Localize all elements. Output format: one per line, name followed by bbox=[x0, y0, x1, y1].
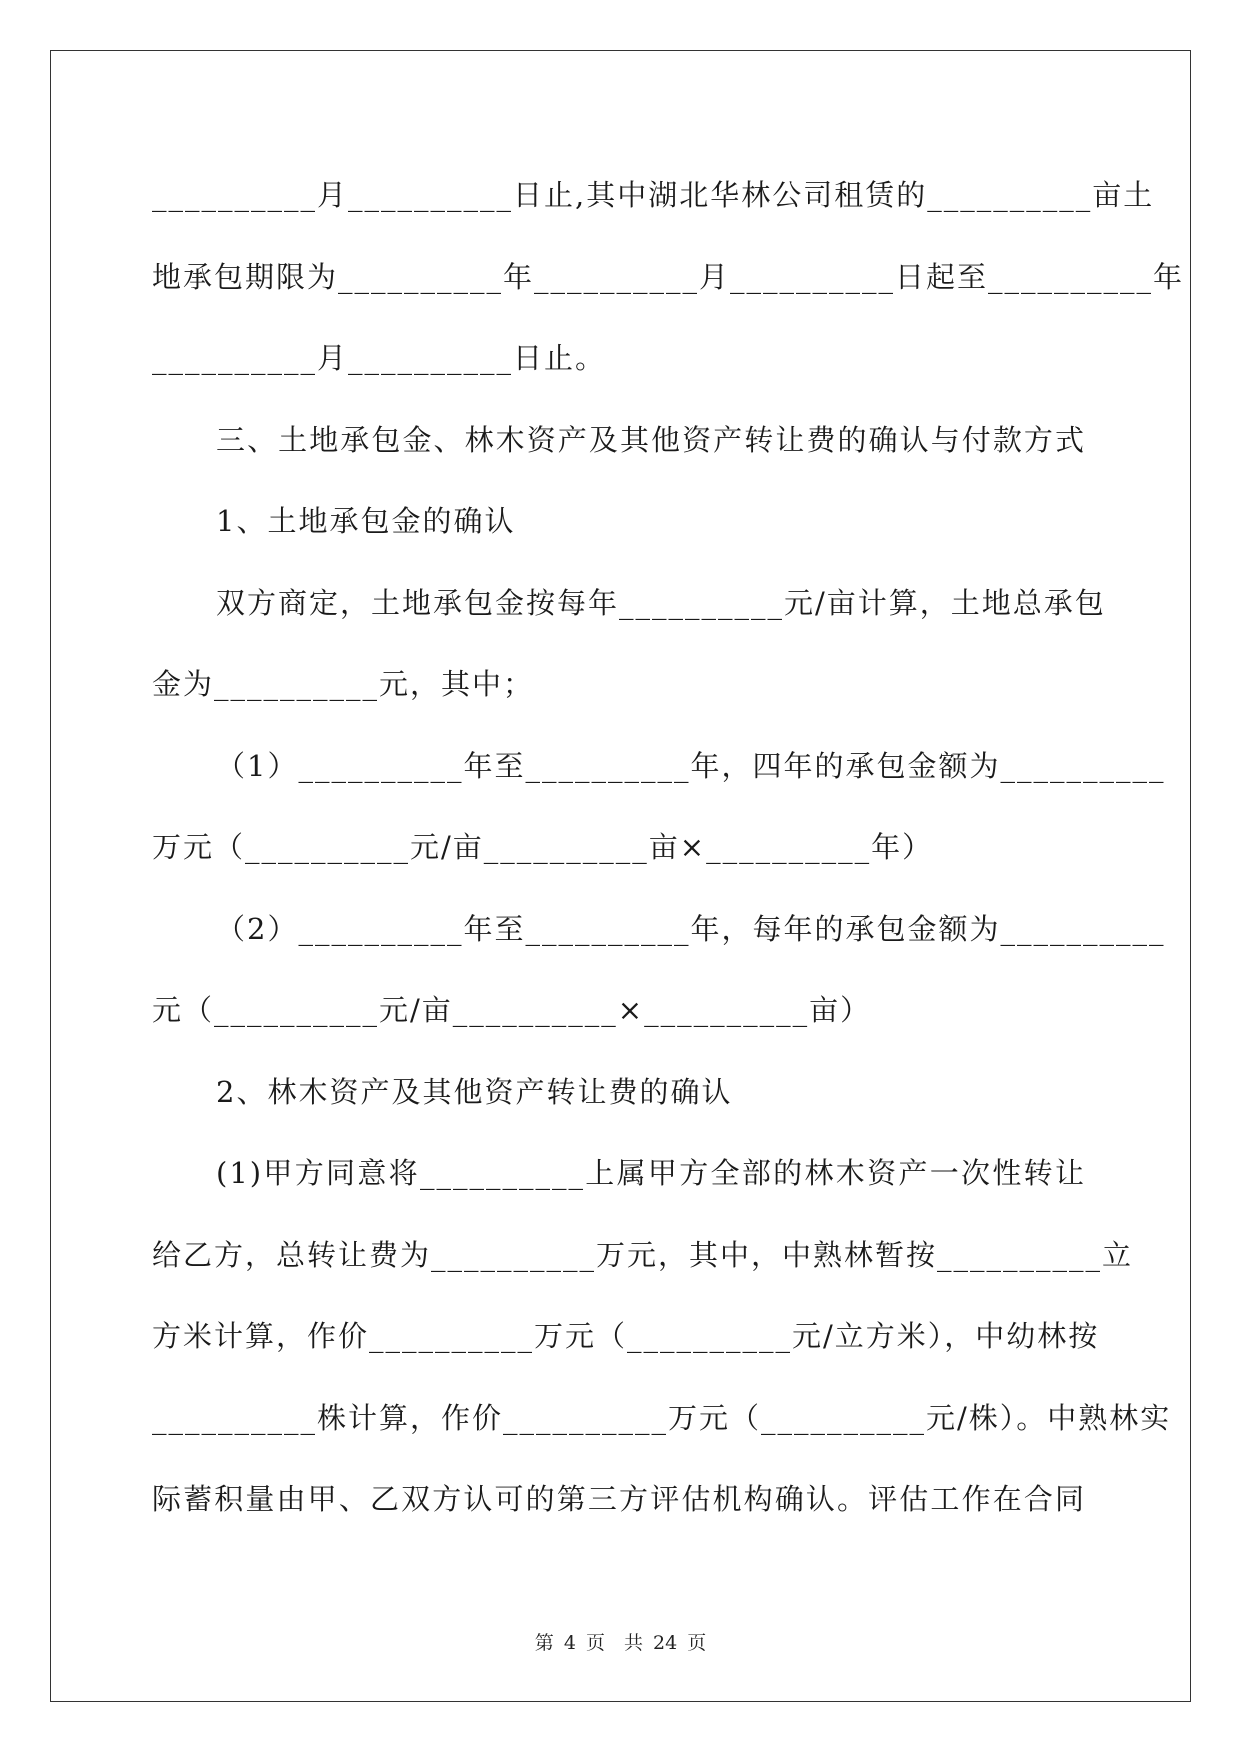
text-line: __________月__________日止,其中湖北华林公司租赁的__________亩土 bbox=[152, 178, 1155, 212]
text-line: 双方商定，土地承包金按每年__________元/亩计算，土地总承包 bbox=[216, 585, 1106, 620]
text-line: 给乙方，总转让费为__________万元，其中，中熟林暂按__________立 bbox=[152, 1237, 1134, 1272]
text-line: 元（__________元/亩__________×__________亩） bbox=[152, 993, 872, 1027]
text-line: (1)甲方同意将__________上属甲方全部的林木资产一次性转让 bbox=[216, 1156, 1086, 1190]
text-line: 际蓄积量由甲、乙双方认可的第三方评估机构确认。评估工作在合同 bbox=[152, 1482, 1086, 1516]
page-number-footer: 第 4 页 共 24 页 bbox=[534, 1632, 707, 1654]
subsection-heading: 2、林木资产及其他资产转让费的确认 bbox=[216, 1074, 733, 1109]
text-line: 万元（__________元/亩__________亩×__________年） bbox=[152, 830, 934, 864]
text-line: 地承包期限为__________年__________月__________日起至__________年 bbox=[152, 259, 1185, 294]
document-body bbox=[152, 155, 1185, 1541]
text-line: __________株计算，作价__________万元（__________元/株）。中熟林实 bbox=[152, 1400, 1172, 1435]
text-line: 方米计算，作价__________万元（__________元/立方米），中幼林按 bbox=[152, 1319, 1100, 1353]
subsection-heading: 1、土地承包金的确认 bbox=[216, 504, 516, 538]
text-line: （1）__________年至__________年，四年的承包金额为__________ bbox=[216, 748, 1166, 783]
text-line: （2）__________年至__________年，每年的承包金额为__________ bbox=[216, 911, 1166, 946]
text-line: 金为__________元，其中； bbox=[152, 667, 535, 701]
text-line: __________月__________日止。 bbox=[152, 341, 607, 375]
section-heading: 三、土地承包金、林木资产及其他资产转让费的确认与付款方式 bbox=[216, 422, 1086, 457]
